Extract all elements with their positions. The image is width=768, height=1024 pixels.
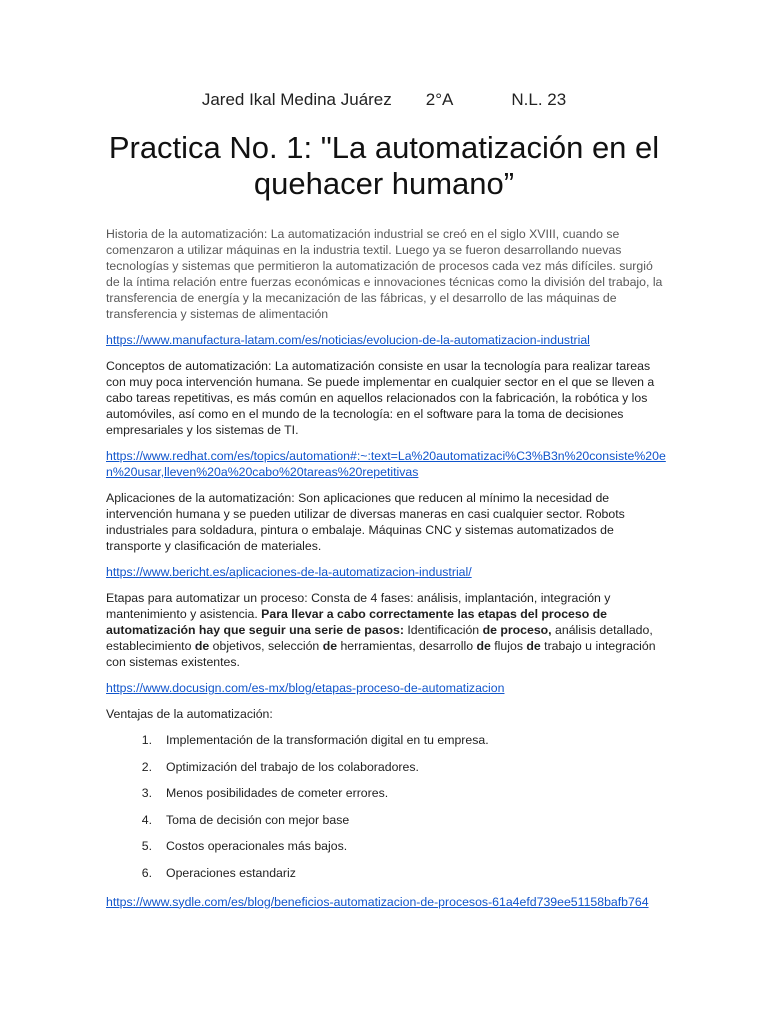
student-header — [0, 90, 768, 110]
etapas-bold-3: de — [194, 639, 210, 653]
etapas-bold-4: de — [322, 639, 338, 653]
historia-paragraph: Historia de la automatización: La automatización industrial se creó en el siglo XVIII, cuando se comenzaron a utilizar máquinas en la industria textil. Luego ya se fueron desarrollando nuevas tecnologías y sistemas que permitieron la automatización de procesos cada vez más difíciles. surgió de la íntima relación entre fuerzas económicas e innovaciones técnicas como la división del trabajo, la transferencia de energía y la mecanización de las fábricas, y el desarrollo de las máquinas de transferencia y sistemas de alimentación — [106, 227, 663, 321]
list-item-text: Toma de decisión con mejor base — [166, 812, 350, 827]
list-item-text: Menos posibilidades de cometer errores. — [166, 786, 389, 801]
list-number: N.L. 23 — [511, 90, 567, 109]
etapas-bold-2: de proceso, — [482, 623, 552, 637]
etapas-text-6: trabajo u integración con sistemas existentes. — [106, 639, 656, 669]
document-body — [106, 226, 666, 920]
list-item-number: 1. — [141, 733, 152, 747]
list-item — [106, 785, 666, 812]
etapas-bold-6: de — [526, 639, 541, 653]
document-title: Practica No. 1: "La automatización en el quehacer humano” — [108, 130, 660, 201]
aplicaciones-paragraph: Aplicaciones de la automatización: Son aplicaciones que reducen al mínimo la necesidad de intervención humana y se pueden utilizar de diversas maneras en casi cualquier sector. Robots industriales para soldadura, pintura o embalaje. Máquinas CNC y sistemas automatizados de transporte y clasificación de materiales. — [106, 491, 625, 553]
etapas-intro: Etapas para automatizar un proceso: Consta de 4 fases: análisis, implantación, integración y mantenimiento y asistencia. — [106, 591, 611, 621]
conceptos-paragraph: Conceptos de automatización: La automatización consiste en usar la tecnología para realizar tareas con muy poca intervención humana. Se puede implementar en cualquier sector en el que se lleven a cabo tareas repetitivas, es más común en aquellos relacionados con la fabricación, la robótica y los automóviles, así como en el mundo de la tecnología: en el software para la toma de decisiones empresariales y los sistemas de TI. — [106, 359, 655, 437]
ventajas-title: Ventajas de la automatización: — [106, 707, 273, 721]
list-item — [106, 732, 666, 759]
list-item-number: 4. — [141, 812, 152, 827]
etapas-text-2: análisis detallado, establecimiento — [106, 623, 653, 653]
list-item-text: Costos operacionales más bajos. — [166, 839, 348, 854]
link-docusign[interactable]: https://www.docusign.com/es-mx/blog/etapas-proceso-de-automatizacion — [106, 681, 505, 695]
link-redhat[interactable]: https://www.redhat.com/es/topics/automation#:~:text=La%20automatizaci%C3%B3n%20consiste%20en%20usar,lleven%20a%20cabo%20tareas%20repetitivas — [106, 449, 666, 479]
list-item — [106, 838, 666, 865]
etapas-bold-1: Para llevar a cabo correctamente las etapas del proceso de automatización hay que seguir una serie de pasos: — [106, 607, 608, 637]
etapas-text-4: herramientas, desarrollo — [337, 639, 477, 653]
etapas-text-3: objetivos, selección — [209, 639, 323, 653]
list-item-number: 6. — [141, 865, 152, 880]
list-item — [106, 759, 666, 786]
list-item — [106, 865, 666, 892]
list-item-number: 3. — [141, 786, 152, 801]
list-item-text: Operaciones estandariz — [166, 865, 296, 880]
link-bericht[interactable]: https://www.bericht.es/aplicaciones-de-la-automatizacion-industrial/ — [106, 565, 472, 579]
list-item-number: 5. — [141, 839, 152, 854]
link-sydle[interactable]: https://www.sydle.com/es/blog/beneficios-automatizacion-de-procesos-61a4efd739ee51158bafb764 — [106, 894, 649, 909]
list-item-text: Implementación de la transformación digital en tu empresa. — [166, 733, 489, 747]
student-group: 2°A — [425, 90, 454, 109]
list-item — [106, 812, 666, 839]
etapas-bold-5: de — [476, 639, 491, 653]
etapas-text-1: Identificación — [403, 623, 483, 637]
student-name: Jared Ikal Medina Juárez — [201, 90, 392, 109]
list-item-number: 2. — [141, 759, 152, 774]
ventajas-list — [106, 732, 666, 892]
link-manufactura[interactable]: https://www.manufactura-latam.com/es/noticias/evolucion-de-la-automatizacion-industrial — [106, 333, 590, 347]
etapas-paragraph — [106, 590, 672, 670]
etapas-text-5: flujos — [490, 639, 527, 653]
list-item-text: Optimización del trabajo de los colaboradores. — [166, 759, 419, 774]
